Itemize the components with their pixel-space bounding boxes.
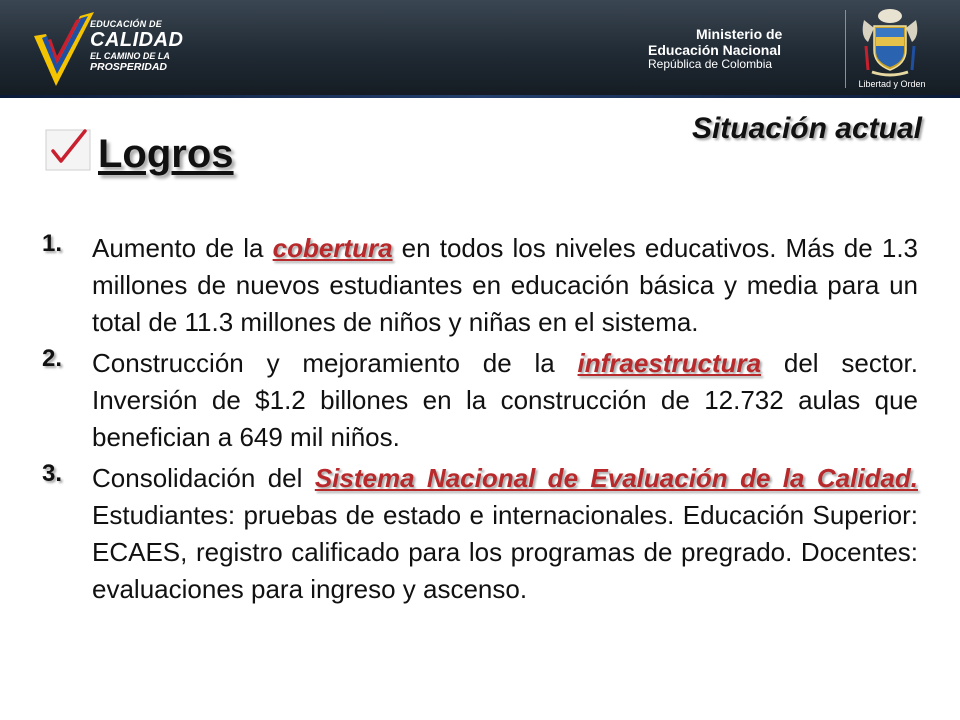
logo-line-1: EDUCACIÓN DE — [90, 19, 162, 29]
motto-text: Libertad y Orden — [858, 79, 926, 89]
list-item — [42, 230, 918, 341]
item-text-after: Estudiantes: pruebas de estado e internacionales. Educación Superior: ECAES, registro calificado para los programas de pregrado. Docentes: evaluaciones para ingreso y ascenso. — [92, 500, 918, 604]
item-number: 1. — [42, 230, 63, 257]
header-band — [0, 0, 960, 98]
item-highlight: cobertura — [272, 233, 393, 263]
item-text — [92, 345, 918, 456]
item-text — [92, 460, 918, 608]
logo-line-2: CALIDAD — [90, 29, 184, 51]
item-highlight: Sistema Nacional de Evaluación de la Calidad. — [314, 463, 919, 493]
ministry-line-1: Ministerio de — [696, 26, 783, 42]
achievements-list — [42, 230, 918, 612]
item-text-before: Consolidación del — [92, 463, 315, 493]
header-divider — [845, 10, 846, 88]
ministry-line-3: República de Colombia — [648, 57, 773, 72]
item-number: 3. — [42, 460, 63, 487]
item-text-before: Construcción y mejoramiento de la — [92, 348, 578, 378]
item-highlight: infraestructura — [577, 348, 762, 378]
education-quality-logo — [30, 6, 220, 92]
item-text — [92, 230, 918, 341]
heading-logros: Logros — [98, 132, 234, 176]
logo-line-3: EL CAMINO DE LA — [90, 51, 170, 61]
item-text-after: del sector. Inversión de $1.2 billones en la construcción de 12.732 aulas que benefician a 649 mil niños. — [92, 348, 918, 452]
item-number: 2. — [42, 345, 63, 372]
item-text-before: Aumento de la — [92, 233, 273, 263]
checkmark-icon — [45, 127, 97, 173]
section-title: Situación actual — [691, 112, 922, 145]
ministry-name — [648, 26, 848, 72]
ministry-line-2: Educación Nacional — [648, 42, 782, 59]
logo-line-4: PROSPERIDAD — [90, 61, 168, 73]
list-item — [42, 345, 918, 456]
item-text-after: en todos los niveles educativos. Más de 1.3 millones de nuevos estudiantes en educación básica y media para un total de 11.3 millones de niños y niñas en el sistema. — [92, 233, 919, 337]
list-item — [42, 460, 918, 608]
logo-text — [90, 20, 220, 73]
coat-of-arms-icon — [858, 6, 922, 80]
